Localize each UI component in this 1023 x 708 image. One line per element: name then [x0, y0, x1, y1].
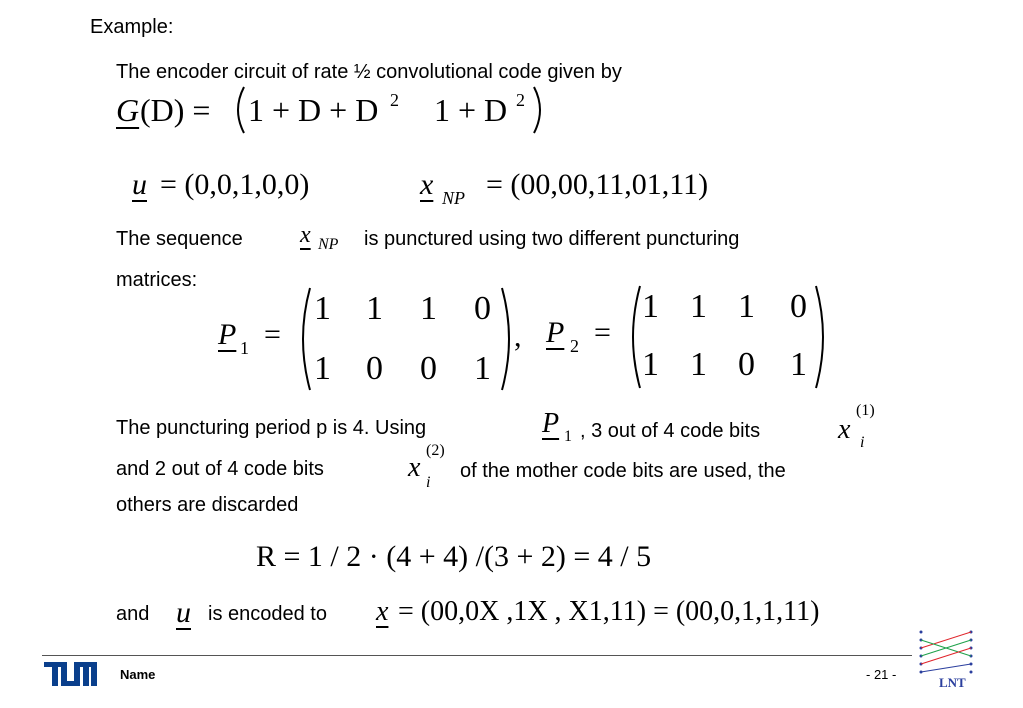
p1-sub: 1: [240, 338, 249, 358]
xnp-label: x: [420, 168, 434, 201]
seq-x-label: x: [300, 222, 311, 248]
p2-label: P: [546, 316, 565, 349]
period-p-label: P: [542, 408, 560, 439]
g-second-entry: 1 + D: [434, 92, 508, 128]
p2-cell: 1: [642, 288, 659, 325]
p1-cell: 0: [420, 350, 437, 387]
g-arg: (D) =: [140, 92, 211, 128]
period-text-b: , 3 out of 4 code bits: [580, 420, 761, 442]
p2-cell: 1: [690, 288, 707, 325]
intro-text: The encoder circuit of rate ½ convolutional code given by: [116, 61, 622, 83]
p2-cell: 1: [790, 346, 807, 383]
p1-cell: 1: [314, 350, 331, 387]
encoded-u-label: u: [176, 596, 191, 629]
p2-cell: 1: [690, 346, 707, 383]
encoded-and: and: [116, 603, 150, 625]
p1-cell: 1: [314, 290, 331, 327]
p1-left-paren: [294, 286, 314, 392]
g-second-exp: 2: [516, 90, 525, 110]
matrix-comma: ,: [514, 320, 522, 353]
g-first-exp: 2: [390, 90, 399, 110]
xnp-value: = (00,00,11,01,11): [486, 168, 709, 201]
p2-sub: 2: [570, 336, 579, 356]
sequence-text-b: is punctured using two different puncturing: [364, 228, 740, 250]
period-text-e: others are discarded: [116, 494, 299, 516]
x2-sub: i: [426, 474, 431, 491]
g-left-paren: [230, 85, 248, 135]
u-label: u: [132, 168, 147, 201]
encoded-text: is encoded to: [208, 603, 327, 625]
p1-cell: 1: [366, 290, 383, 327]
p2-cell: 0: [790, 288, 807, 325]
lnt-logo-text: LNT: [939, 675, 966, 690]
p1-cell: 0: [474, 290, 491, 327]
period-text-a: The puncturing period p is 4. Using: [116, 417, 427, 439]
p2-cell: 1: [738, 288, 755, 325]
p2-cell: 1: [642, 346, 659, 383]
tum-logo: [44, 660, 98, 688]
p1-cell: 1: [474, 350, 491, 387]
period-text-c: and 2 out of 4 code bits: [116, 458, 324, 480]
period-text-d: of the mother code bits are used, the: [460, 460, 786, 482]
encoded-formula: = (00,0X ,1X , X1,11) = (00,0,1,1,11): [398, 596, 820, 627]
g-right-paren: [530, 85, 548, 135]
p2-right-paren: [812, 284, 832, 390]
page-number: - 21 -: [866, 667, 897, 682]
encoded-x-label: x: [376, 596, 389, 627]
sequence-text-c: matrices:: [116, 269, 198, 291]
x1-sup: (1): [856, 402, 875, 419]
p1-cell: 1: [420, 290, 437, 327]
p1-label: P: [218, 318, 237, 351]
slide-heading: Example:: [90, 16, 174, 38]
g-label: G: [116, 92, 140, 128]
xnp-sub: NP: [442, 188, 466, 208]
p2-eq: =: [594, 316, 611, 349]
seq-x-sub: NP: [318, 236, 339, 253]
g-first-entry: 1 + D + D: [248, 92, 379, 128]
p2-left-paren: [624, 284, 644, 390]
p1-eq: =: [264, 318, 281, 351]
lnt-logo: [915, 628, 979, 690]
footer-divider: [42, 655, 912, 656]
p1-cell: 0: [366, 350, 383, 387]
x2-sup: (2): [426, 442, 445, 459]
x1-label: x: [838, 414, 851, 445]
footer-name: Name: [120, 667, 156, 682]
rate-formula: R = 1 / 2 · (4 + 4) /(3 + 2) = 4 / 5: [256, 540, 652, 573]
period-p-sub: 1: [564, 428, 572, 445]
x1-sub: i: [860, 434, 865, 451]
x2-label: x: [408, 452, 421, 483]
u-value: = (0,0,1,0,0): [160, 168, 310, 201]
p2-cell: 0: [738, 346, 755, 383]
sequence-text-a: The sequence: [116, 228, 243, 250]
